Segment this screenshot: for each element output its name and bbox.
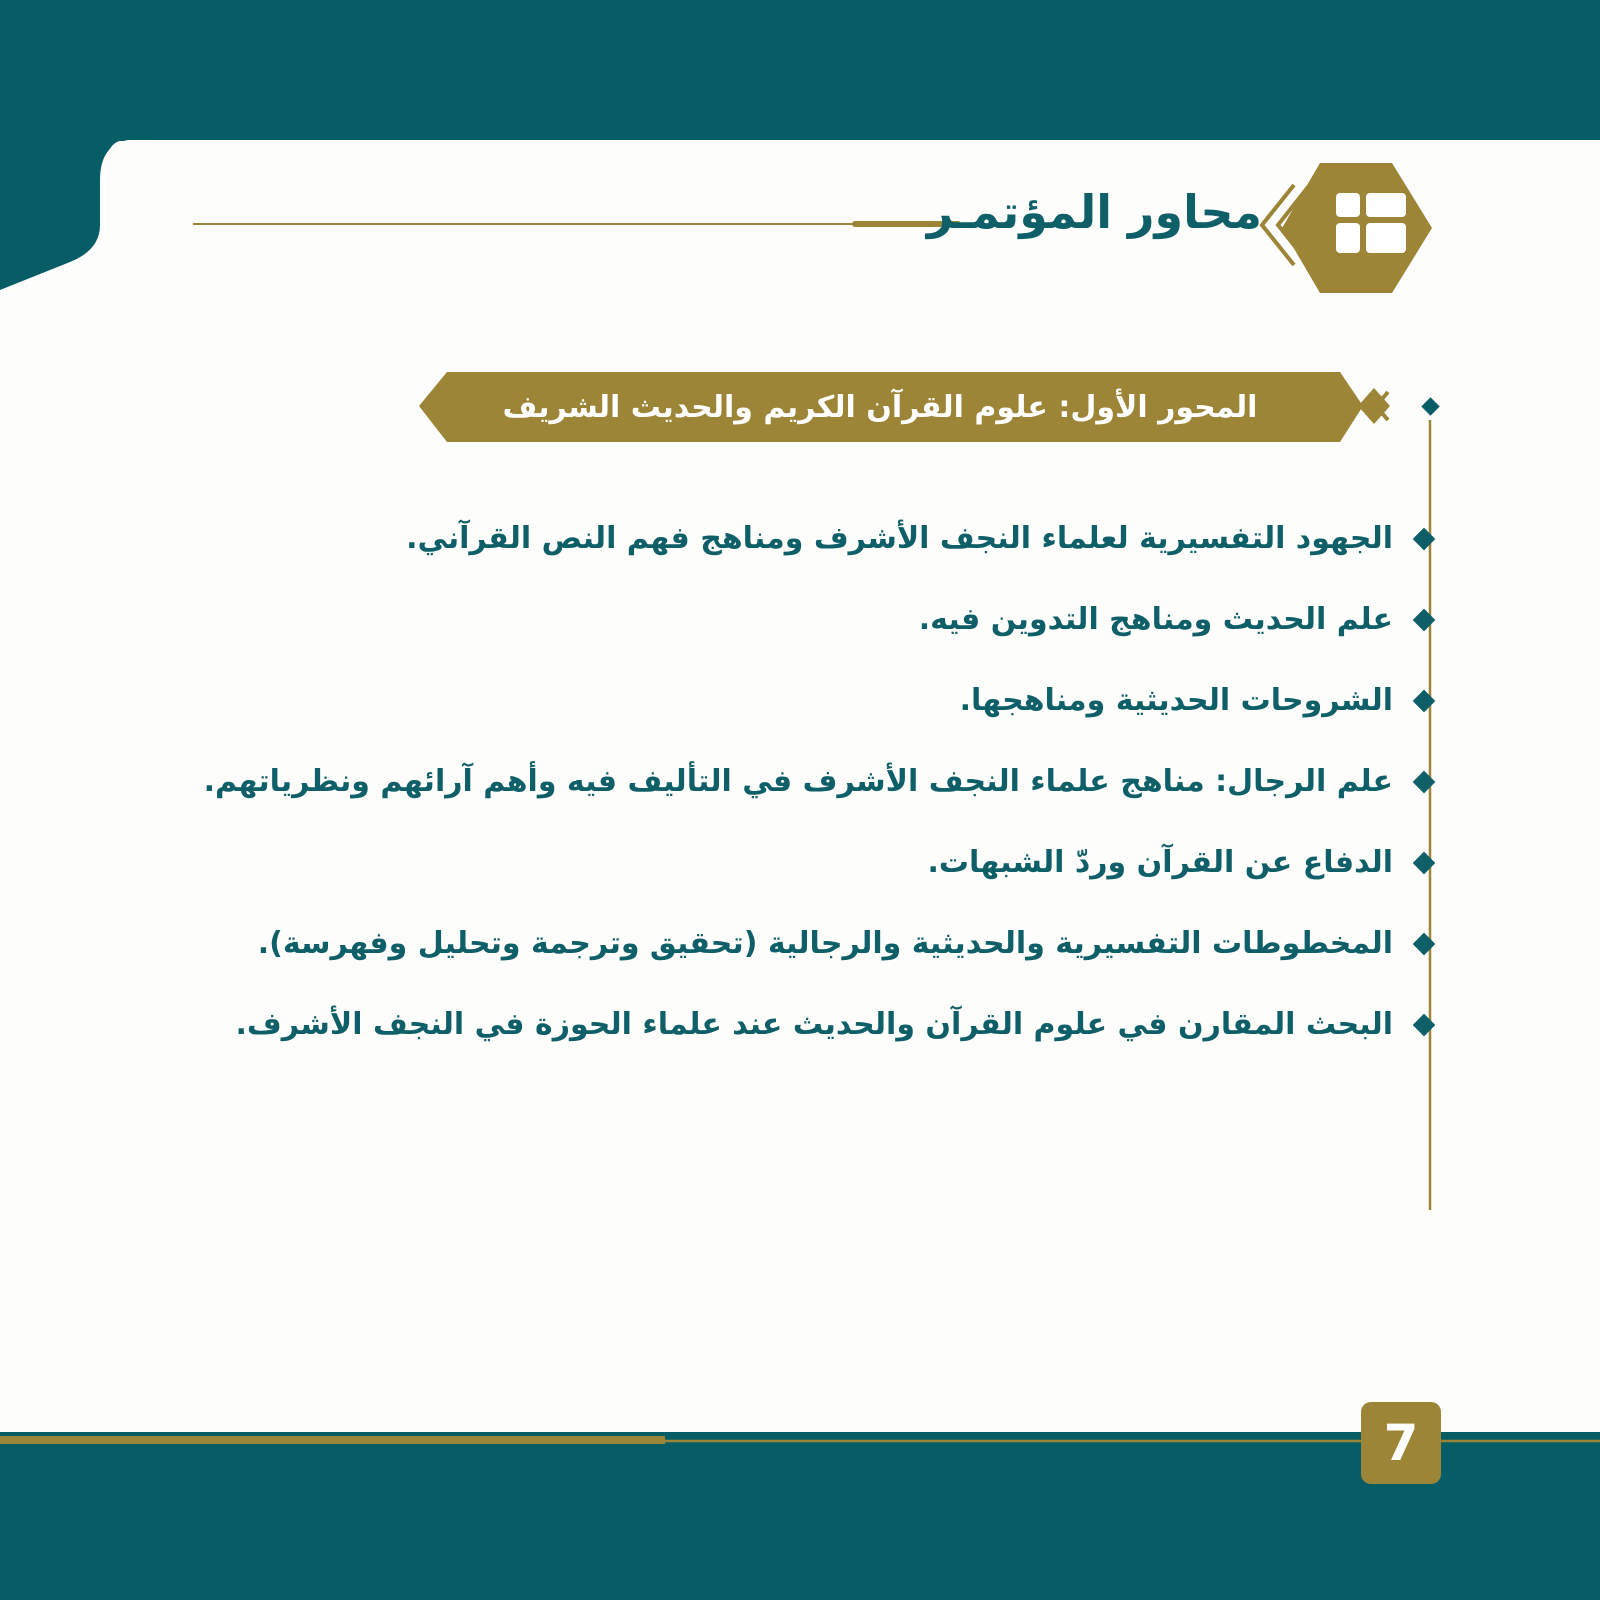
topic-item <box>198 753 1398 811</box>
axis-title: المحور الأول: علوم القرآن الكريم والحديث الشريف <box>502 390 1258 425</box>
topic-item <box>198 834 1398 892</box>
topic-text: البحث المقارن في علوم القرآن والحديث عند علماء الحوزة في النجف الأشرف. <box>235 1007 1393 1042</box>
diamond-bullet-icon <box>1421 397 1439 415</box>
topic-item <box>198 996 1398 1054</box>
topic-text: علم الحديث ومناهج التدوين فيه. <box>918 602 1393 637</box>
topic-text: الدفاع عن القرآن وردّ الشبهات. <box>927 845 1393 880</box>
page-number: 7 <box>1361 1402 1441 1484</box>
topic-text: الجهود التفسيرية لعلماء النجف الأشرف ومناهج فهم النص القرآني. <box>406 521 1393 556</box>
grid-icon <box>1282 163 1432 293</box>
topic-text: المخطوطات التفسيرية والحديثية والرجالية (تحقيق وترجمة وتحليل وفهرسة). <box>257 926 1393 961</box>
topic-text: علم الرجال: مناهج علماء النجف الأشرف في التأليف فيه وأهم آرائهم ونظرياتهم. <box>203 764 1393 799</box>
topic-item <box>198 591 1398 649</box>
topic-text: الشروحات الحديثية ومناهجها. <box>959 683 1393 718</box>
topic-item <box>198 510 1398 568</box>
topic-item <box>198 915 1398 973</box>
topics-list <box>198 510 1398 1054</box>
topic-item <box>198 672 1398 730</box>
corner-decoration <box>0 140 128 290</box>
page-title: محاور المؤتمـر <box>926 185 1262 239</box>
